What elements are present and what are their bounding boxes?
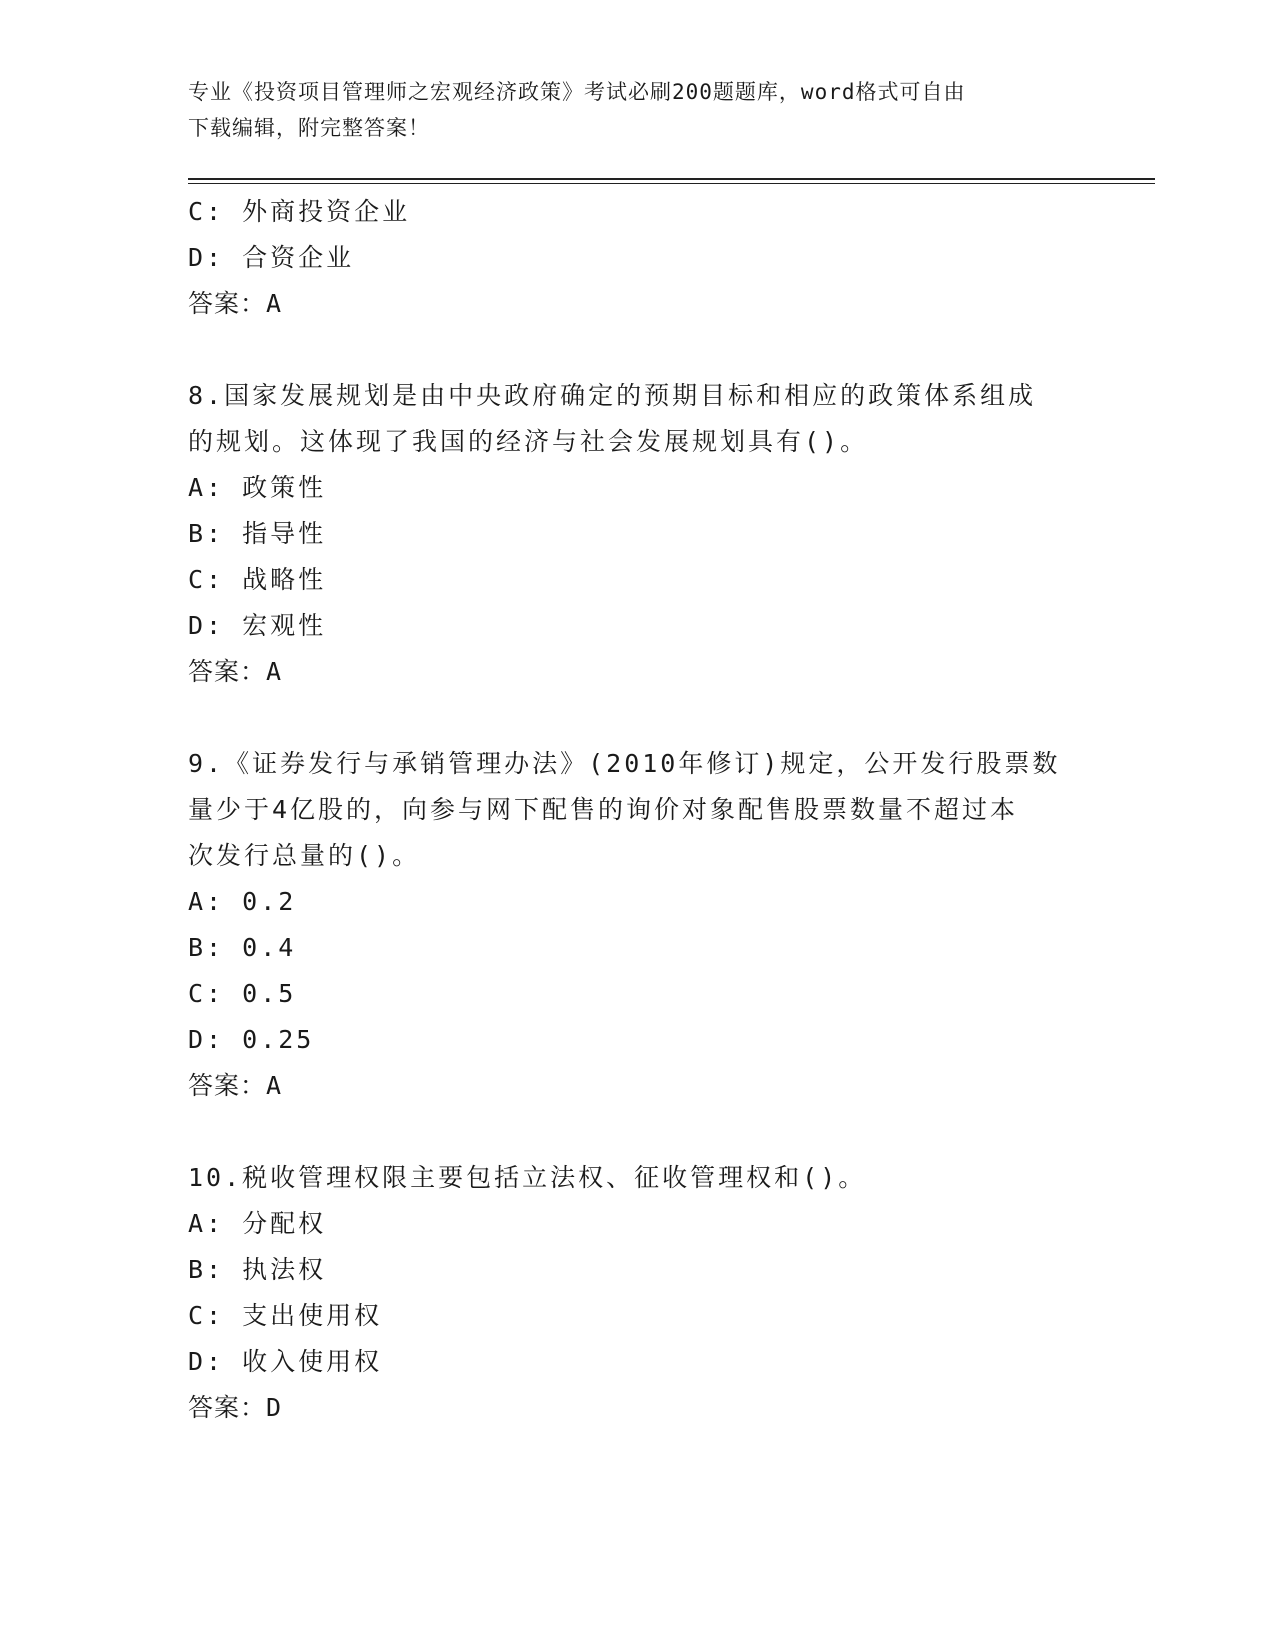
spacer bbox=[188, 327, 1088, 373]
option-c: C: 0.5 bbox=[188, 979, 297, 1008]
question-list bbox=[188, 189, 1088, 1431]
option-c: C: 支出使用权 bbox=[188, 1301, 383, 1330]
option-b: B: 执法权 bbox=[188, 1255, 327, 1284]
question-block-9 bbox=[188, 741, 1088, 1109]
option-b: B: 0.4 bbox=[188, 933, 297, 962]
answer-value: D bbox=[266, 1393, 283, 1422]
option-b: B: 指导性 bbox=[188, 519, 327, 548]
answer-value: A bbox=[266, 289, 283, 318]
question-stem-line: 10.税收管理权限主要包括立法权、征收管理权和()。 bbox=[188, 1163, 867, 1192]
document-header bbox=[188, 74, 1088, 146]
answer-line bbox=[188, 281, 1088, 327]
header-line-2: 下载编辑，附完整答案！ bbox=[188, 116, 430, 140]
question-stem-line: 量少于4亿股的，向参与网下配售的询价对象配售股票数量不超过本 bbox=[188, 795, 1019, 824]
answer-line bbox=[188, 1385, 1088, 1431]
header-rule-thin bbox=[188, 183, 1155, 184]
answer-label: 答案： bbox=[188, 1393, 267, 1422]
option-c: C: 外商投资企业 bbox=[188, 197, 411, 226]
spacer bbox=[188, 1109, 1088, 1155]
question-stem-line: 的规划。这体现了我国的经济与社会发展规划具有()。 bbox=[188, 427, 869, 456]
header-rule-thick bbox=[188, 178, 1155, 180]
answer-line bbox=[188, 649, 1088, 695]
option-a: A: 分配权 bbox=[188, 1209, 327, 1238]
answer-line bbox=[188, 1063, 1088, 1109]
option-d: D: 收入使用权 bbox=[188, 1347, 383, 1376]
question-block-partial bbox=[188, 189, 1088, 327]
header-line-1: 专业《投资项目管理师之宏观经济政策》考试必刷200题题库，word格式可自由 bbox=[188, 80, 966, 104]
option-d: D: 0.25 bbox=[188, 1025, 315, 1054]
option-c: C: 战略性 bbox=[188, 565, 327, 594]
question-stem-line: 9.《证券发行与承销管理办法》(2010年修订)规定，公开发行股票数 bbox=[188, 749, 1061, 778]
question-block-10 bbox=[188, 1155, 1088, 1431]
option-a: A: 政策性 bbox=[188, 473, 327, 502]
answer-label: 答案： bbox=[188, 1071, 267, 1100]
option-d: D: 宏观性 bbox=[188, 611, 327, 640]
question-stem-line: 8.国家发展规划是由中央政府确定的预期目标和相应的政策体系组成 bbox=[188, 381, 1037, 410]
spacer bbox=[188, 695, 1088, 741]
option-d: D: 合资企业 bbox=[188, 243, 355, 272]
question-block-8 bbox=[188, 373, 1088, 695]
answer-label: 答案： bbox=[188, 657, 267, 686]
question-stem-line: 次发行总量的()。 bbox=[188, 841, 421, 870]
answer-value: A bbox=[266, 657, 283, 686]
answer-value: A bbox=[266, 1071, 283, 1100]
option-a: A: 0.2 bbox=[188, 887, 297, 916]
answer-label: 答案： bbox=[188, 289, 267, 318]
